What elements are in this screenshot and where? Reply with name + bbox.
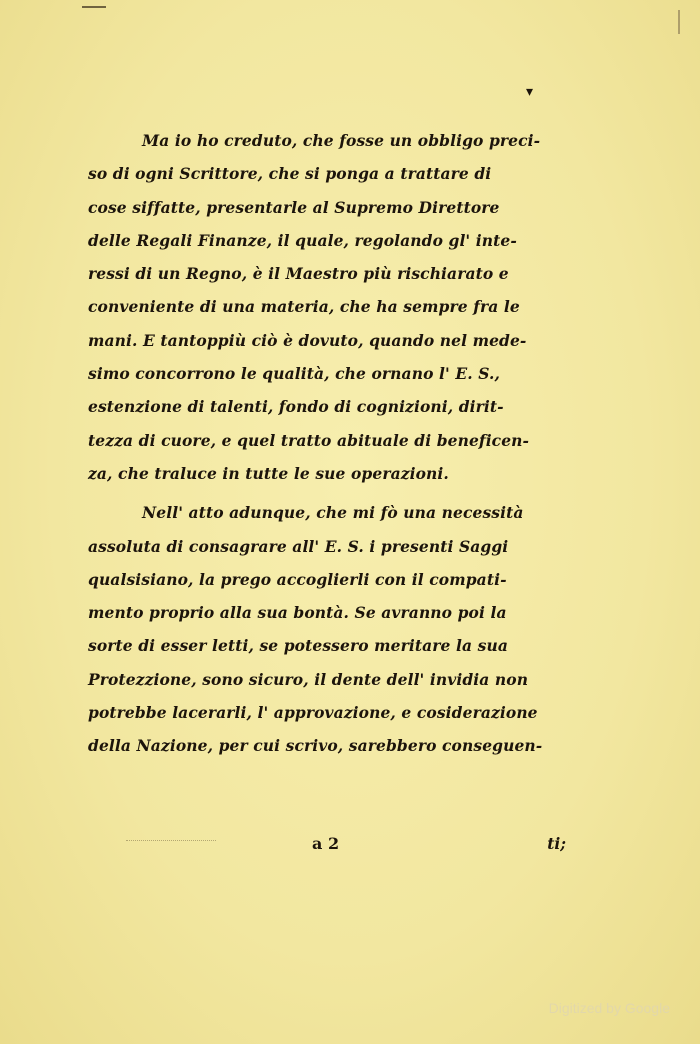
- text-line: mento proprio alla sua bontà. Se avranno poi la: [88, 603, 507, 623]
- text-line: sorte di esser letti, se potessero meritare la sua: [88, 636, 508, 656]
- text-line: simo concorrono le qualità, che ornano l' E. S.,: [88, 364, 500, 384]
- text-line: Protezzione, sono sicuro, il dente dell' invidia non: [88, 669, 529, 689]
- signature-mark: a 2: [312, 834, 340, 853]
- top-mark: ▾: [526, 84, 534, 100]
- top-left-rule: [82, 6, 106, 8]
- text-line: tezza di cuore, e quel tratto abituale di beneficen-: [88, 430, 530, 450]
- digitization-watermark: Digitized by Google: [548, 1000, 670, 1016]
- text-line: estenzione di talenti, fondo di cognizioni, dirit-: [88, 397, 504, 417]
- body-text: [88, 124, 566, 763]
- text-line: delle Regali Finanze, il quale, regolando gl' inte-: [88, 230, 517, 250]
- text-line: za, che traluce in tutte le sue operazioni.: [88, 463, 449, 483]
- text-line: mani. E tantoppiù ciò è dovuto, quando nel mede-: [88, 330, 527, 350]
- text-line: qualsisiano, la prego accoglierli con il compati-: [88, 569, 507, 589]
- ink-specks: [126, 840, 216, 855]
- text-line: Nell' atto adunque, che mi fò una necessità: [142, 503, 524, 523]
- top-right-edge: [678, 10, 694, 34]
- text-line: cose siffatte, presentarle al Supremo Direttore: [88, 197, 500, 217]
- page-footer: [126, 834, 566, 858]
- text-line: assoluta di consagrare all' E. S. i presenti Saggi: [88, 536, 509, 556]
- text-line: ressi di un Regno, è il Maestro più rischiarato e: [88, 264, 509, 284]
- text-line: potrebbe lacerarli, l' approvazione, e cosiderazione: [88, 703, 538, 723]
- catchword: ti;: [547, 834, 566, 853]
- text-line: della Nazione, per cui scrivo, sarebbero conseguen-: [88, 736, 543, 756]
- text-line: Ma io ho creduto, che fosse un obbligo preci-: [142, 131, 541, 150]
- text-line: conveniente di una materia, che ha sempre fra le: [88, 297, 520, 317]
- text-line: so di ogni Scrittore, che si ponga a trattare di: [88, 164, 492, 184]
